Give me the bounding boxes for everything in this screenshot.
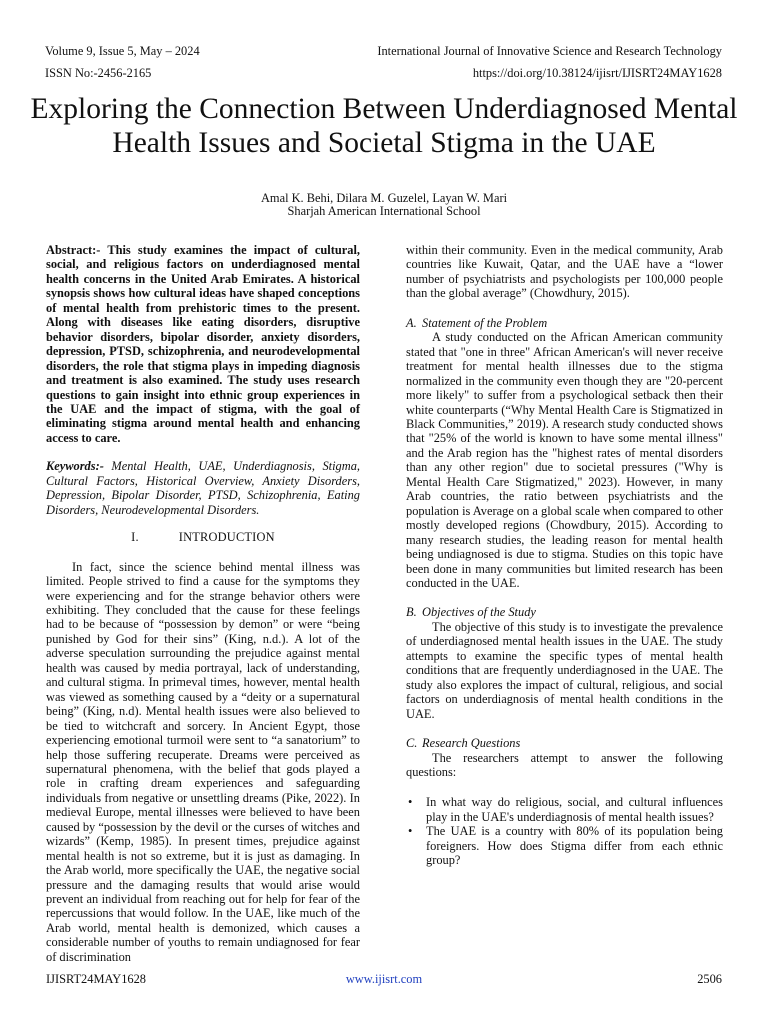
left-column <box>46 243 360 964</box>
subsection-letter: C. <box>406 736 418 751</box>
introduction-paragraph: In fact, since the science behind mental illness was limited. People strived to find a cause for the symptoms they were experiencing and for the strange behavior others were exhibiting. They concluded that the cause for these feelings had to be because of “possession by demon” or were “being punished by God for their sins” (King, n.d.). A lot of the adverse speculation surrounding the prejudice against mental health was caused by media portrayal, lack of understanding, and cultural stigma. In primeval times, however, mental health was viewed as something caused by a “deity or a supernatural being” (King, n.d). Mental health issues were also believed to be tied to witchcraft and sorcery. In Ancient Egypt, those experiencing emotional turmoil were sent to “a sanatorium” to help those suffering recuperate. Dreams were perceived as supernatural phenomena, with the belief that gods played a role in crafting dream experiences and safeguarding individuals from negative or unsettling dreams (Pike, 2022). In medieval Europe, mental illnesses were believed to have been caused by “possession by the devil or the curses of witches and wizards” (Kemp, 1985). In present times, prejudice against mental health is not so extreme, but it is just as damaging. In the Arab world, more specifically the UAE, the negative social pressure and the damaging results that would arise would prevent an individual from reaching out for help for fear of the repercussions that would follow. In the UAE, like much of the Arab world, mental health is demonized, which causes a considerable number of youths to remain undiagnosed for fear of discrimination <box>46 559 360 964</box>
doi-link[interactable]: https://doi.org/10.38124/ijisrt/IJISRT24MAY1628 <box>472 66 722 80</box>
research-questions-intro: The researchers attempt to answer the following questions: <box>406 750 723 779</box>
objectives-text: The objective of this study is to investigate the prevalence of underdiagnosed mental health issues in the UAE. The study attempts to examine the specific types of mental health conditions that are frequently underdiagnosed in the UAE. The study also explores the impact of cultural, religious, and social factors on underdiagnosis of mental health conditions in the UAE. <box>406 619 723 721</box>
section-heading-introduction <box>46 530 360 544</box>
keywords-list: Mental Health, UAE, Underdiagnosis, Stigma, Cultural Factors, Historical Overview, Anxiety Disorders, Depression, Bipolar Disorder, PTSD, Schizophrenia, Eating Disorders, Neurodevelopmental Disorders. <box>46 459 360 517</box>
subsection-heading-b <box>406 605 723 619</box>
subsection-title: Objectives of the Study <box>422 605 536 620</box>
subsection-title: Statement of the Problem <box>422 315 548 330</box>
author-list: Amal K. Behi, Dilara M. Guzelel, Layan W. Mari <box>260 191 508 205</box>
abstract: Abstract:- This study examines the impact of cultural, social, and religious factors on underdiagnosed mental health concerns in the United Arab Emirates. A historical synopsis shows how cultural ideas have shaped conceptions of mental health from prehistoric times to the present. Along with diseases like eating disorders, disruptive behavior disorders, bipolar disorder, anxiety disorders, depression, PTSD, schizophrenia, and neurodevelopmental disorders, the role that stigma plays in impeding diagnosis and treatment is also examined. The study uses research questions to gain insight into ethnic group experiences in the UAE and the impact of stigma, with the goal of eliminating stigma around mental health and enhancing access to care. <box>46 243 360 445</box>
list-item <box>406 795 723 824</box>
page-number: 2506 <box>697 972 722 986</box>
subsection-heading-a <box>406 316 723 330</box>
introduction-continued: within their community. Even in the medical community, Arab countries like Kuwait, Qatar, and the UAE have a “lower number of psychiatrists and psychologists per 100,000 people than the global average” (Chowdhury, 2015). <box>406 243 723 301</box>
subsection-letter: B. <box>406 605 417 620</box>
keywords <box>46 459 360 517</box>
affiliation: Sharjah American International School <box>287 204 481 218</box>
volume-issue: Volume 9, Issue 5, May – 2024 <box>45 44 200 58</box>
right-column <box>406 243 723 868</box>
journal-name: International Journal of Innovative Science and Research Technology <box>377 44 722 58</box>
footer-website-link[interactable]: www.ijisrt.com <box>345 972 423 986</box>
subsection-letter: A. <box>406 315 417 330</box>
list-item-text: In what way do religious, social, and cultural influences play in the UAE's underdiagnosis of mental health issues? <box>426 795 723 824</box>
research-questions-list <box>406 795 723 867</box>
paper-title: Exploring the Connection Between Underdiagnosed Mental Health Issues and Societal Stigma in the UAE <box>30 93 738 159</box>
subsection-heading-c <box>406 736 723 750</box>
statement-of-problem-text: A study conducted on the African American community stated that "one in three" African American's will never receive treatment for mental health illnesses due to the stigma normalized in the community even though they are "20-percent more likely" to suffer from a psychological setback then their white counterparts (“Why Mental Health Care is Stigmatized in Black Communities,” 2019). A research study conducted shows that "25% of the world is known to have some mental illness" and the Arab region has the "highest rates of mental disorders than any other region" due to societal pressures ("Why is Mental Health Care Stigmatized," 2023). However, in many Arab countries, the ratio between psychiatrists and the population is Average on a global scale when compared to other mostly developed regions (Chowdbury, 2015). According to many research studies, the leading reason for mental health being undiagnosed is due to stigma. Studies on this topic have been done in many communities but limited research has been conducted in the UAE. <box>406 330 724 590</box>
keywords-label: Keywords:- <box>46 459 104 474</box>
section-number: I. <box>131 530 139 545</box>
bullet-icon: • <box>408 795 413 810</box>
list-item <box>406 824 723 867</box>
footer-paper-code: IJISRT24MAY1628 <box>46 972 147 986</box>
bullet-icon: • <box>408 824 413 839</box>
list-item-text: The UAE is a country with 80% of its population being foreigners. How does Stigma differ from each ethnic group? <box>426 824 723 868</box>
issn: ISSN No:-2456-2165 <box>45 66 152 80</box>
section-title: INTRODUCTION <box>178 530 275 545</box>
subsection-title: Research Questions <box>422 736 521 751</box>
